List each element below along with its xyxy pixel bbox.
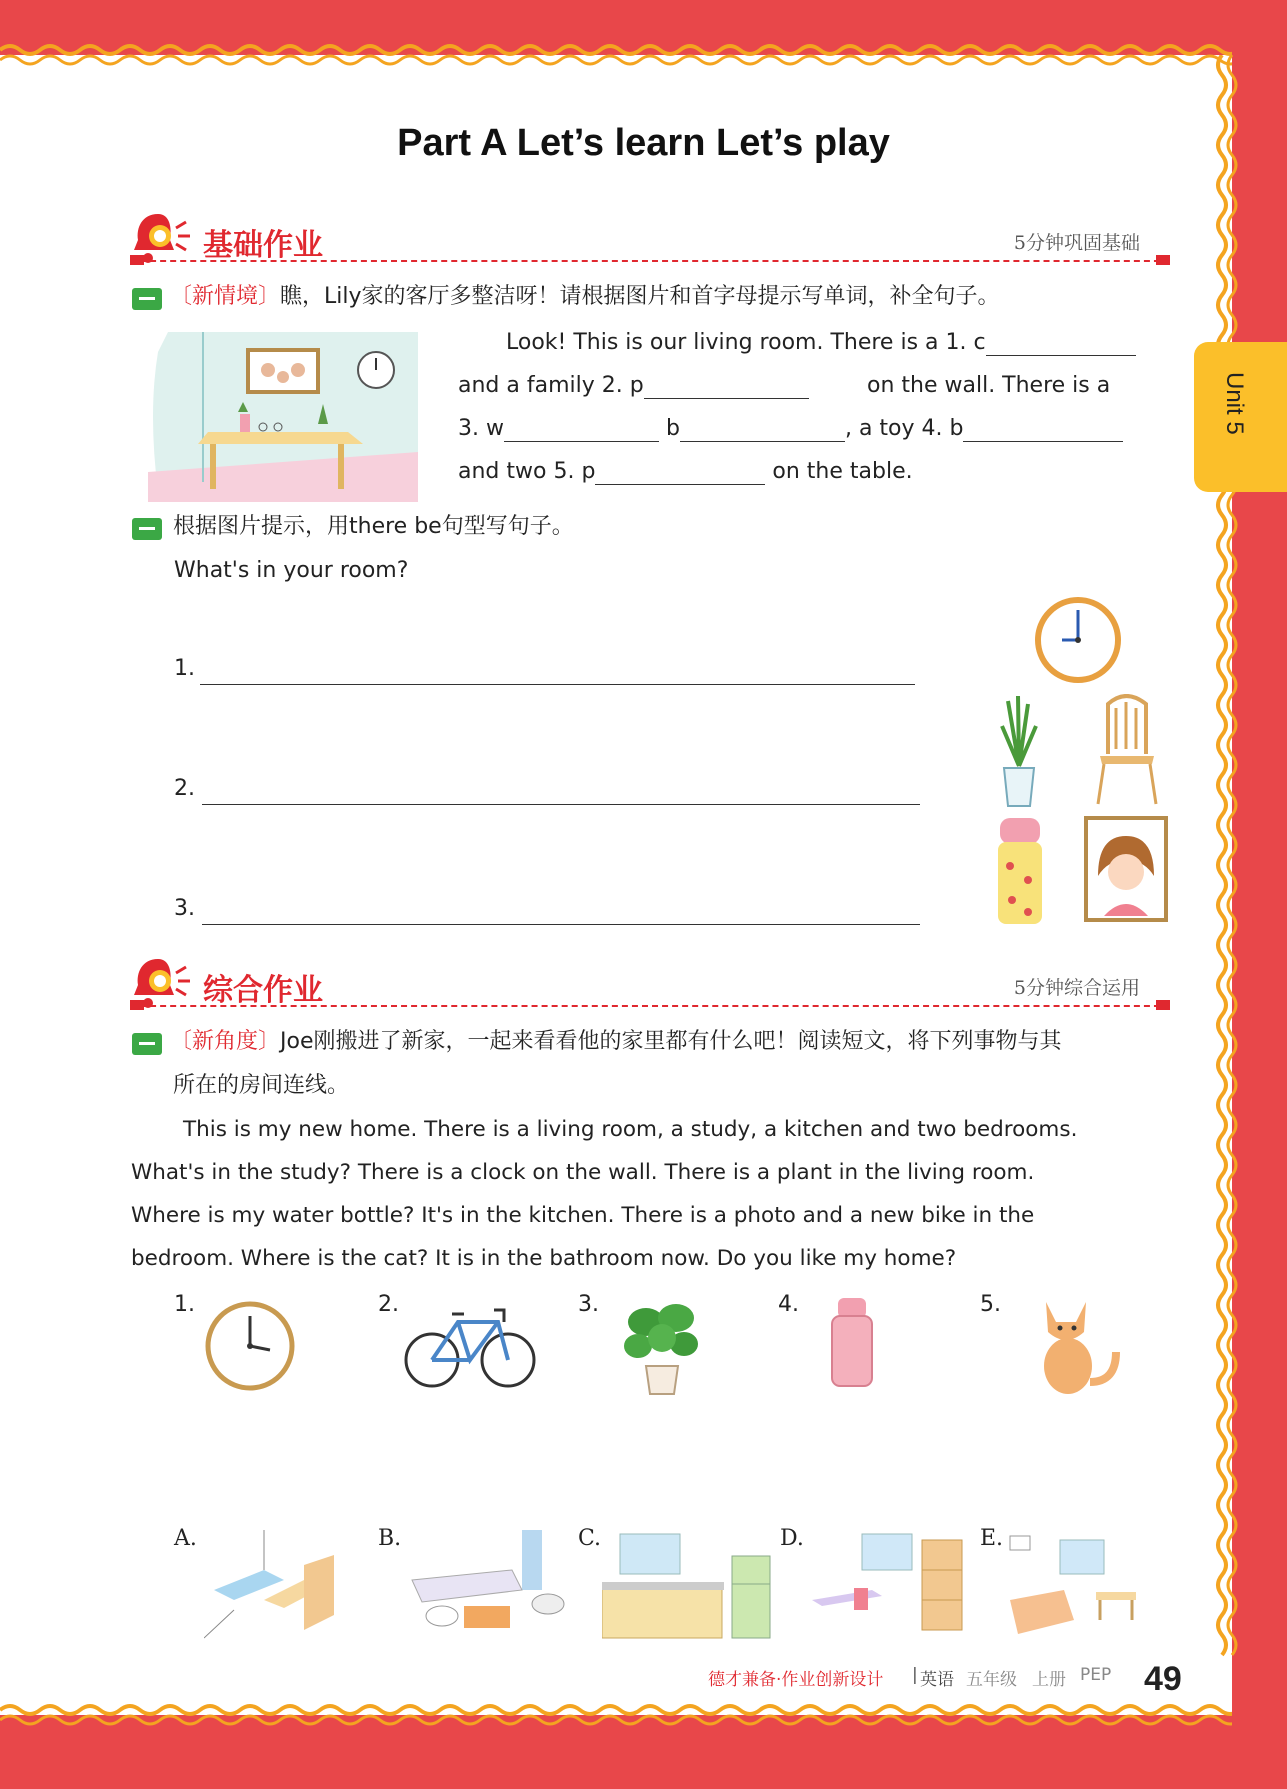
line-number-3: 3. — [174, 896, 195, 921]
room-letter: A. — [174, 1526, 197, 1551]
bottom-wavy-border — [0, 1700, 1232, 1734]
section-header-basic — [130, 210, 1170, 270]
cat-icon[interactable] — [1036, 1292, 1126, 1400]
passage-line-1: This is my new home. There is a living room, a study, a kitchen and two bedrooms. — [183, 1117, 1078, 1142]
item-number: 2. — [378, 1292, 399, 1317]
q1-sentence-1: Look! This is our living room. There is a 1. c — [506, 330, 1136, 356]
q1-sentence-2a: and a family 2. p — [458, 373, 809, 399]
clock-icon — [1034, 596, 1122, 688]
unit-tab-label: Unit 5 — [1221, 372, 1248, 435]
plant-icon — [998, 696, 1040, 812]
line-number-2: 2. — [174, 776, 195, 801]
divider-end — [1156, 255, 1170, 265]
clock-icon[interactable] — [204, 1300, 296, 1396]
section-time: 5分钟巩固基础 — [1013, 232, 1140, 254]
top-wavy-border — [0, 40, 1232, 74]
footer-term: 上册 — [1032, 1670, 1066, 1690]
answer-blank-5[interactable] — [595, 460, 765, 485]
passage-line-4: bedroom. Where is the cat? It is in the bathroom now. Do you like my home? — [131, 1246, 957, 1271]
item-number: 1. — [174, 1292, 195, 1317]
dashed-divider — [130, 260, 1170, 262]
writing-line-2[interactable] — [202, 804, 920, 805]
writing-line-1[interactable] — [200, 684, 915, 685]
answer-blank-4[interactable] — [963, 417, 1123, 442]
right-wavy-border — [1212, 55, 1242, 1715]
q3-instruction-line-1: 〔新角度〕Joe刚搬进了新家，一起来看看他的家里都有什么吧！阅读短文，将下列事物与其 — [170, 1029, 1062, 1054]
footer-series: 德才兼备·作业创新设计 — [708, 1670, 884, 1690]
item-number: 4. — [778, 1292, 799, 1317]
footer-edition: PEP — [1080, 1665, 1112, 1685]
room-letter: D. — [780, 1526, 804, 1551]
question-number-2 — [132, 518, 162, 540]
plant-icon[interactable] — [624, 1300, 700, 1400]
q2-question: What's in your room? — [174, 558, 409, 583]
bedroom-scene[interactable] — [1004, 1530, 1164, 1644]
room-letter: E. — [980, 1526, 1004, 1551]
answer-blank-1[interactable] — [986, 331, 1136, 356]
living-room-scene[interactable] — [204, 1530, 364, 1644]
q3-tag: 〔新角度〕 — [170, 1029, 281, 1054]
answer-blank-3a[interactable] — [504, 417, 659, 442]
chair-icon — [1094, 694, 1158, 810]
photo-icon — [1084, 816, 1168, 926]
q1-instruction-line — [170, 284, 1000, 310]
passage-line-2: What's in the study? There is a clock on the wall. There is a plant in the living room. — [131, 1160, 1035, 1185]
passage-line-3: Where is my water bottle? It's in the kitchen. There is a photo and a new bike in the — [131, 1203, 1035, 1228]
item-number: 3. — [578, 1292, 599, 1317]
footer-grade: 五年级 — [966, 1670, 1017, 1690]
item-number: 5. — [980, 1292, 1001, 1317]
q3-instruction-line-2: 所在的房间连线。 — [173, 1073, 350, 1098]
q1-instruction: 瞧，Lily家的客厅多整洁呀！请根据图片和首字母提示写单词，补全句子。 — [280, 284, 1000, 309]
q1-tag: 〔新情境〕 — [170, 284, 281, 309]
answer-blank-2[interactable] — [644, 374, 809, 399]
divider-end — [1156, 1000, 1170, 1010]
footer-separator: | — [912, 1665, 918, 1685]
room-letter: B. — [378, 1526, 402, 1551]
page-number: 49 — [1144, 1660, 1182, 1698]
section-label: 综合作业 — [203, 973, 323, 1008]
divider-end — [130, 255, 144, 265]
unit-tab — [1194, 342, 1287, 492]
study-scene[interactable] — [802, 1530, 972, 1644]
section-label: 基础作业 — [203, 228, 323, 263]
writing-line-3[interactable] — [202, 924, 920, 925]
q1-sentence-4: and two 5. p on the table. — [458, 459, 913, 484]
divider-end — [130, 1000, 144, 1010]
bottle-icon[interactable] — [826, 1296, 878, 1392]
section-time: 5分钟综合运用 — [1013, 977, 1140, 999]
line-number-1: 1. — [174, 656, 195, 681]
bottle-icon — [994, 816, 1046, 930]
q2-instruction: 根据图片提示，用there be句型写句子。 — [173, 514, 574, 539]
q1-sentence-3: 3. w b , a toy 4. b — [458, 416, 1123, 442]
question-number-3 — [132, 1033, 162, 1055]
page-title: Part A Let’s learn Let’s play — [397, 122, 890, 164]
dashed-divider — [130, 1005, 1170, 1007]
answer-blank-3b[interactable] — [680, 417, 845, 442]
q1-sentence-2b: on the wall. There is a — [867, 373, 1111, 398]
section-header-comprehensive — [130, 955, 1170, 1015]
bathroom-scene[interactable] — [402, 1530, 570, 1644]
question-number-1 — [132, 288, 162, 310]
footer-subject: 英语 — [920, 1670, 954, 1690]
living-room-picture — [148, 332, 418, 506]
room-letter: C. — [578, 1526, 602, 1551]
bike-icon[interactable] — [404, 1300, 536, 1394]
kitchen-scene[interactable] — [602, 1530, 774, 1644]
